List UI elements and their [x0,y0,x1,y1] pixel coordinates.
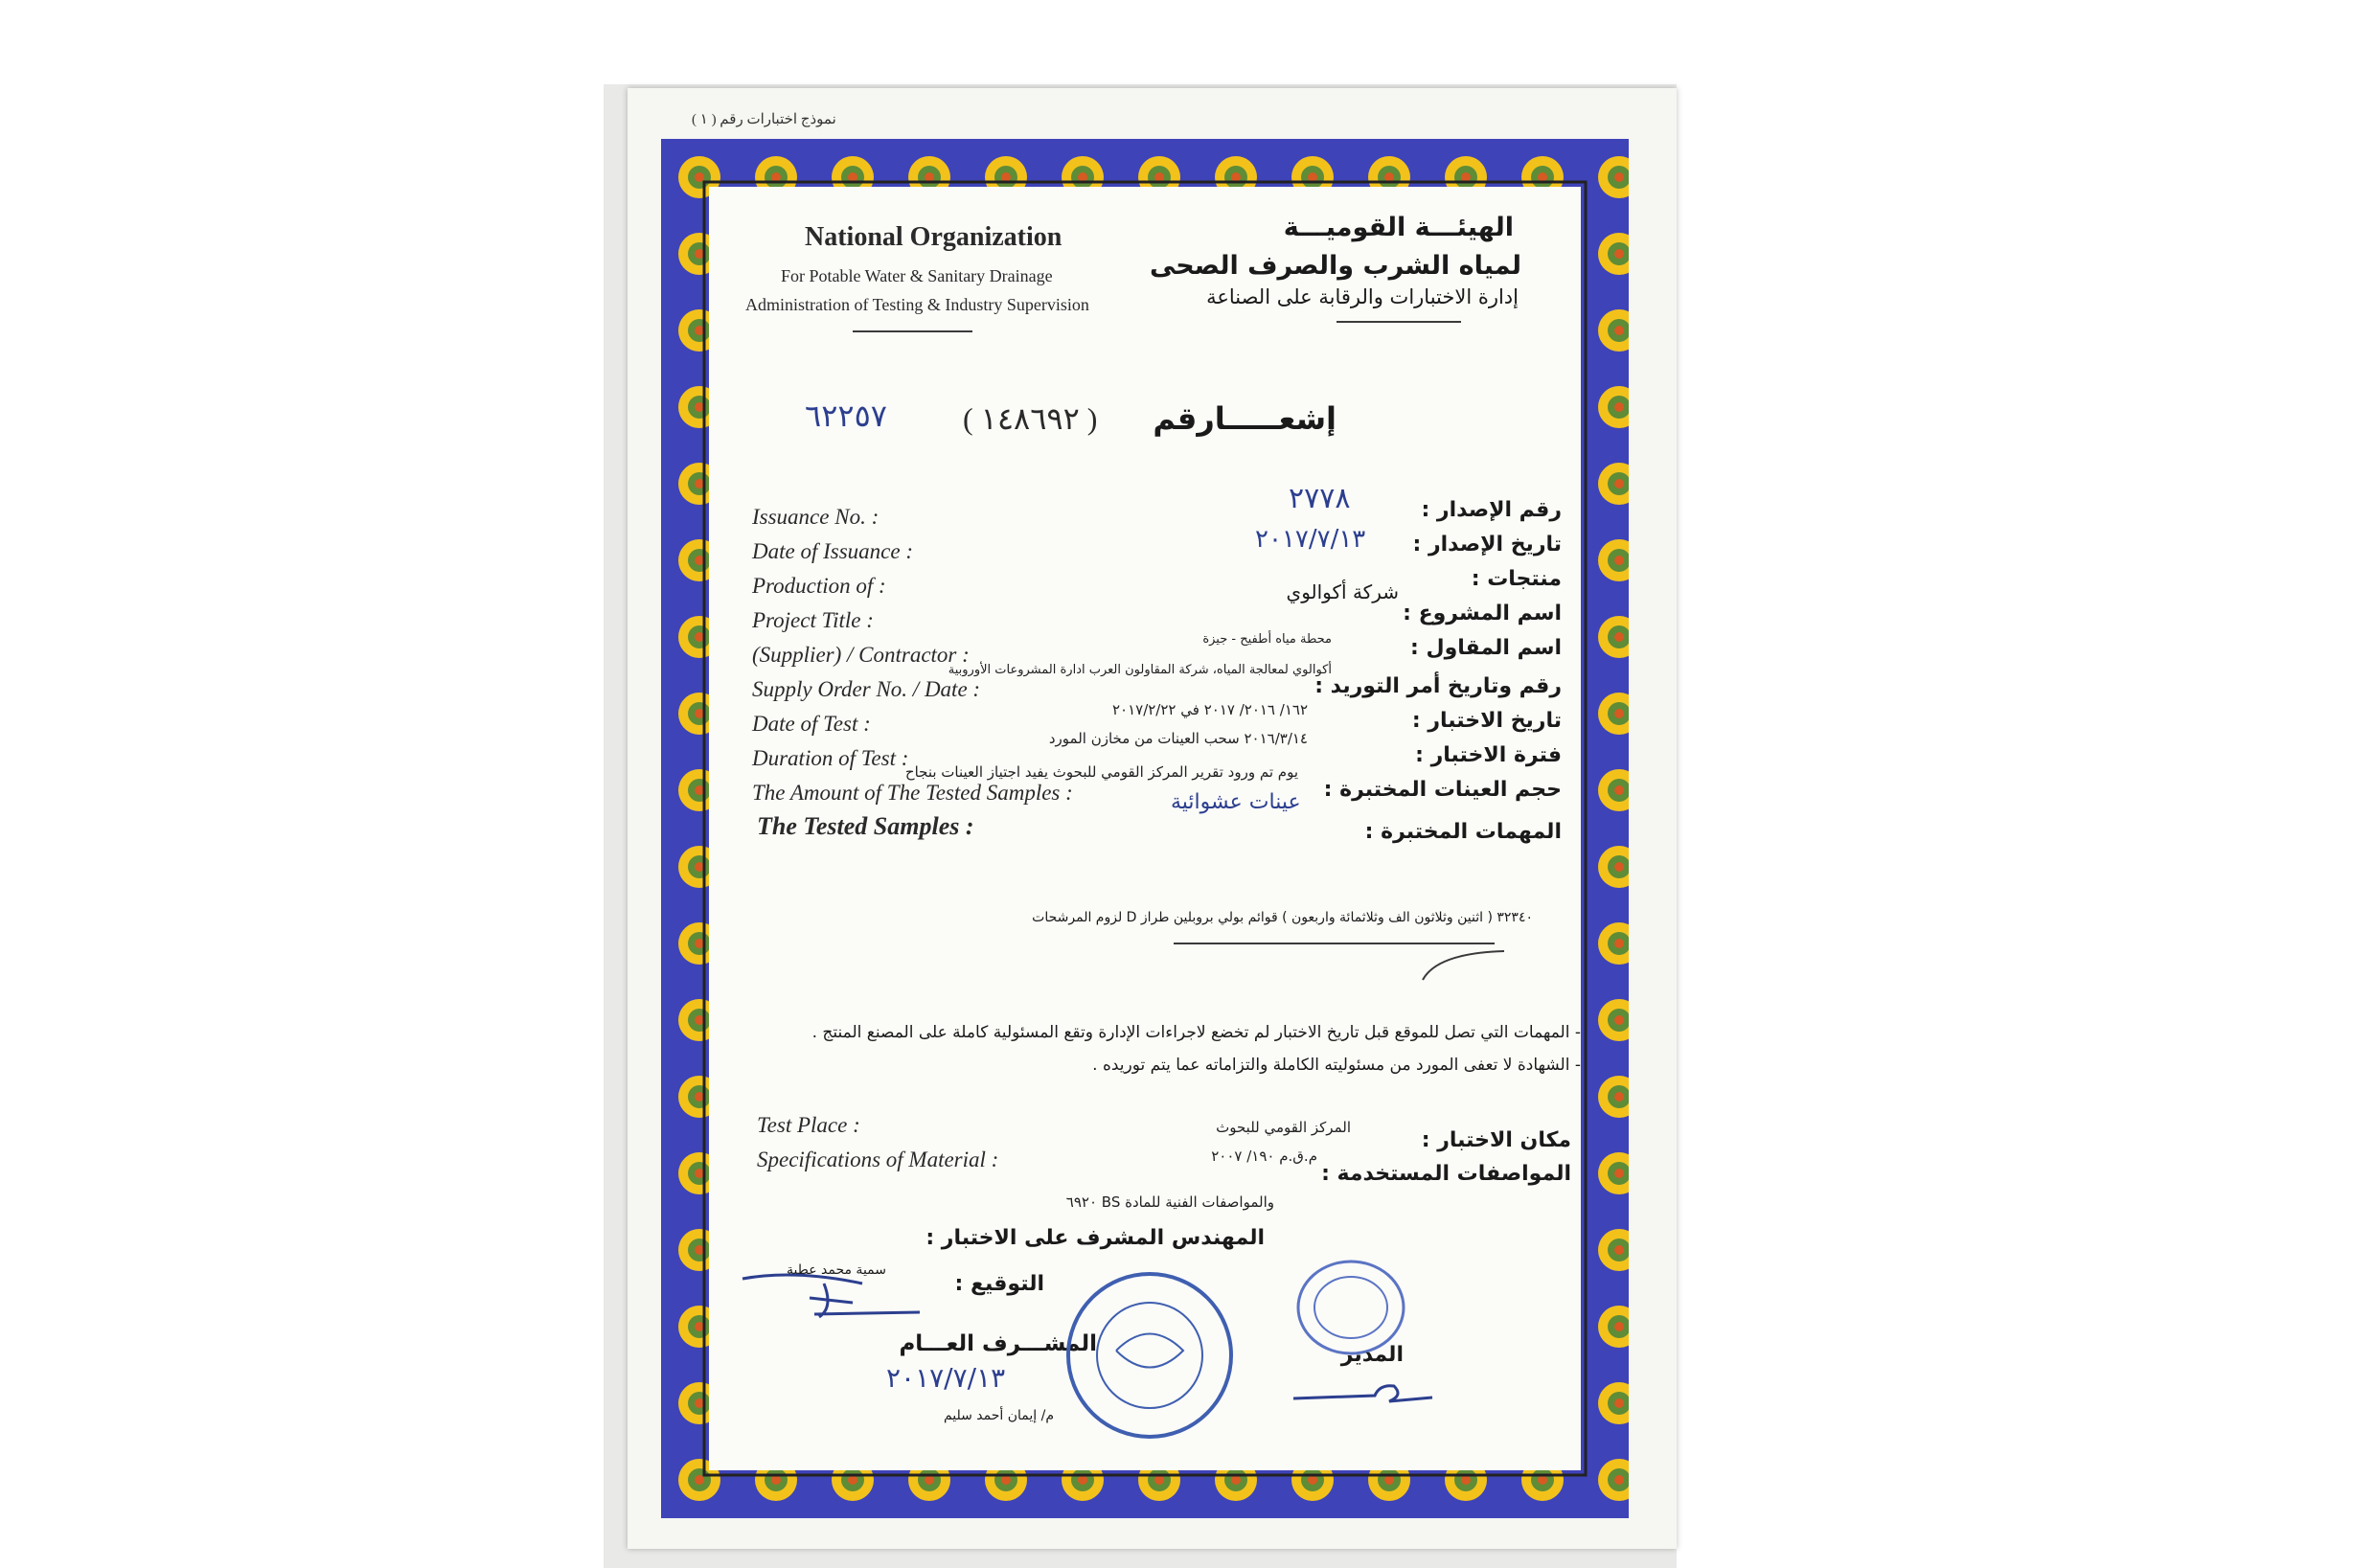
note-2: - الشهادة لا تعفى المورد من مسئوليته الكاملة والتزاماته عما يتم توريده . [1092,1056,1581,1075]
field-label-ar: تاريخ الاختبار : [1411,709,1562,733]
signature-label: التوقيع : [954,1272,1044,1296]
test-place-label-en: Test Place : [757,1113,860,1137]
form-code: نموذج اختبارات رقم ( ١ ) [692,112,836,127]
field-value: ٢٧٧٨ [1289,482,1351,515]
supervisor-name: م/ إيمان أحمد سليم [943,1408,1054,1423]
tested-samples-item: ٣٢٣٤٠ ( اثنين وثلاثون الف وثلاثمائة واربعون ) قوائم بولي بروبلين طراز D لزوم المرشحات [1032,910,1533,925]
field-label-ar: رقم وتاريخ أمر التوريد : [1314,674,1562,698]
test-place-label-ar: مكان الاختبار : [1421,1128,1571,1152]
field-label-ar: حجم العينات المختبرة : [1323,778,1562,802]
field-value: ١٦٢/ ٢٠١٦/ ٢٠١٧ في ٢٠١٧/٢/٢٢ [1111,701,1308,718]
supervisor-date: ٢٠١٧/٧/١٣ [886,1362,1006,1394]
field-label-en: Date of Issuance : [752,539,913,563]
test-place-value: المركز القومي للبحوث [1216,1119,1351,1136]
field-value: شركة أكوالوي [1286,580,1399,603]
org-name-en: National Organization [805,222,1062,252]
org-dept-ar: إدارة الاختبارات والرقابة على الصناعة [1206,285,1519,308]
org-dept-en: Administration of Testing & Industry Supervision [745,295,1089,314]
field-value: أكوالوي لمعالجة المياه، شركة المقاولون العرب ادارة المشروعات الأوروبية [948,663,1332,677]
field-label-en: (Supplier) / Contractor : [752,643,970,667]
field-label-ar: فترة الاختبار : [1415,743,1562,767]
org-subtitle-ar: لمياه الشرب والصرف الصحى [1149,251,1521,281]
field-label-ar: اسم المقاول : [1410,636,1562,660]
field-label-ar: منتجات : [1471,567,1562,591]
handwritten-reference: ٦٢٢٥٧ [805,398,887,434]
header-rule-left [853,330,972,332]
specs-value-1: م.ق.م ١٩٠/ ٢٠٠٧ [1211,1148,1317,1165]
org-subtitle-en: For Potable Water & Sanitary Drainage [781,266,1053,285]
handwritten-underline [1169,924,1514,991]
header-rule-right [1336,321,1461,323]
field-value: محطة مياه أطفيح - جيزة [1202,632,1332,647]
field-label-en: Project Title : [752,608,874,632]
field-value: ٢٠١٦/٣/١٤ سحب العينات من مخازن المورد [1048,730,1308,747]
field-label-en: Date of Test : [752,712,871,736]
tested-samples-label-en: The Tested Samples : [757,812,974,840]
field-value: ٢٠١٧/٧/١٣ [1255,525,1366,554]
field-label-en: The Amount of The Tested Samples : [752,781,1073,805]
general-supervisor-label: المشـــرف العـــام [899,1331,1097,1356]
field-label-en: Issuance No. : [752,505,880,529]
field-label-en: Supply Order No. / Date : [752,677,981,701]
notice-number: ( ١٤٨٦٩٢ ) [963,401,1098,436]
tested-samples-label-ar: المهمات المختبرة : [1364,820,1562,844]
engineer-label: المهندس المشرف على الاختبار : [925,1226,1265,1250]
specs-value-2: والمواصفات الفنية للمادة BS ٦٩٢٠ [1065,1193,1274,1211]
note-1: - المهمات التي تصل للموقع قبل تاريخ الاختبار لم تخضع لاجراءات الإدارة وتقع المسئولية كاملة على المصنع المنتج . [811,1023,1581,1042]
field-label-en: Production of : [752,574,886,598]
specs-label-en: Specifications of Material : [757,1148,999,1171]
field-label-ar: اسم المشروع : [1403,602,1562,625]
field-label-ar: رقم الإصدار : [1421,498,1562,522]
specs-label-ar: المواصفات المستخدمة : [1321,1162,1571,1186]
engineer-name: سمية محمد عطية [786,1262,886,1278]
field-label-ar: تاريخ الإصدار : [1412,533,1562,557]
notice-label: إشعـــــارقم [1153,400,1336,437]
official-seal-icon [1059,1264,1241,1446]
director-label: المدير [1340,1343,1404,1367]
field-label-en: Duration of Test : [752,746,909,770]
field-value: عينات عشوائية [1171,790,1301,814]
org-name-ar: الهيئـــة القوميـــة [1283,213,1514,242]
field-value: يوم تم ورود تقرير المركز القومي للبحوث يفيد اجتياز العينات بنجاح [904,763,1298,781]
engineer-signature-icon [738,1264,929,1331]
director-signature-icon [1289,1375,1442,1413]
